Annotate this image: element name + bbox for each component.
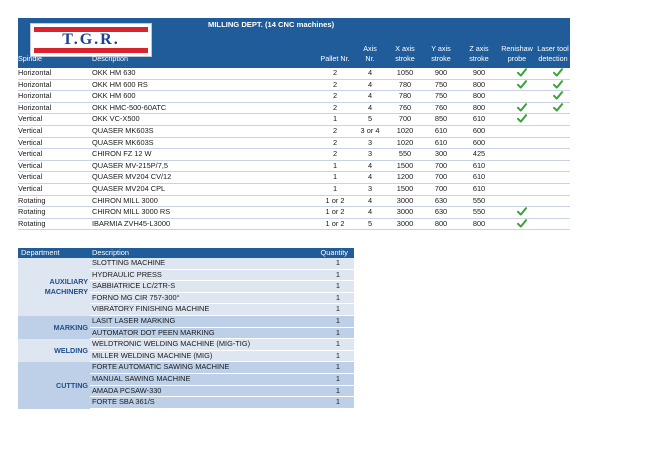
check-icon: [517, 207, 527, 216]
header-axis-line1: Axis: [363, 44, 377, 53]
y-stroke-cell: 800: [434, 218, 448, 228]
axis-cell: 4: [367, 91, 373, 101]
pallet-cell: 1 or 2: [325, 218, 345, 228]
list-item: [90, 339, 354, 351]
x-stroke-cell: 700: [398, 114, 412, 124]
description-cell: QUASER MV204 CV/12: [92, 172, 172, 182]
item-quantity: 1: [335, 327, 340, 337]
item-description: AUTOMATOR DOT PEEN MARKING: [92, 327, 215, 337]
axis-cell: 3: [367, 137, 373, 147]
header-laser-line2: detection: [538, 54, 568, 63]
header-renishaw-probe: [500, 44, 534, 64]
x-stroke-cell: 3000: [396, 207, 414, 217]
item-quantity: 1: [335, 269, 340, 279]
list-item: [90, 304, 354, 316]
check-icon: [517, 103, 527, 112]
description-cell: QUASER MK603S: [92, 125, 154, 135]
header-axis: [354, 44, 386, 64]
header-z-line2: stroke: [469, 54, 489, 63]
axis-cell: 3: [367, 149, 373, 159]
item-quantity: 1: [335, 385, 340, 395]
check-icon: [517, 80, 527, 89]
pallet-cell: 1: [332, 172, 338, 182]
pallet-cell: 1 or 2: [325, 207, 345, 217]
pallet-cell: 2: [332, 102, 338, 112]
x-stroke-cell: 1020: [396, 125, 414, 135]
z-stroke-cell: 610: [472, 160, 486, 170]
list-item: [90, 374, 354, 386]
z-stroke-cell: 600: [472, 125, 486, 135]
axis-cell: 4: [367, 207, 373, 217]
z-stroke-cell: 550: [472, 207, 486, 217]
z-stroke-cell: 600: [472, 137, 486, 147]
list-item: [90, 258, 354, 270]
axis-cell: 5: [367, 218, 373, 228]
header-spindle: Spindle: [18, 54, 42, 63]
item-quantity: 1: [335, 315, 340, 325]
department-group: [18, 362, 354, 408]
item-description: MANUAL SAWING MACHINE: [92, 373, 191, 383]
y-stroke-cell: 760: [434, 102, 448, 112]
header-x-line2: stroke: [395, 54, 415, 63]
x-stroke-cell: 780: [398, 91, 412, 101]
list-item: [90, 386, 354, 398]
departments-table: [18, 248, 354, 409]
check-icon: [553, 80, 563, 89]
table-row: [18, 114, 570, 126]
y-stroke-cell: 900: [434, 68, 448, 77]
spindle-cell: Horizontal: [18, 79, 52, 89]
y-stroke-cell: 750: [434, 79, 448, 89]
y-stroke-cell: 750: [434, 91, 448, 101]
z-stroke-cell: 610: [472, 183, 486, 193]
z-stroke-cell: 800: [472, 218, 486, 228]
description-cell: OKK HM 600 RS: [92, 79, 148, 89]
item-description: FORNO MG CIR 757-300°: [92, 292, 180, 302]
z-stroke-cell: 425: [472, 149, 486, 159]
spindle-cell: Rotating: [18, 195, 46, 205]
list-item: [90, 397, 354, 409]
y-stroke-cell: 610: [434, 137, 448, 147]
item-description: HYDRAULIC PRESS: [92, 269, 162, 279]
x-stroke-cell: 3000: [396, 218, 414, 228]
item-quantity: 1: [335, 350, 340, 360]
check-icon: [517, 114, 527, 123]
list-item: [90, 328, 354, 340]
axis-cell: 4: [367, 195, 373, 205]
item-description: WELDTRONIC WELDING MACHINE (MIG-TIG): [92, 339, 251, 349]
description-cell: QUASER MV-215P/7,5: [92, 160, 168, 170]
list-item: [90, 270, 354, 282]
item-quantity: 1: [335, 362, 340, 372]
table-row: [18, 196, 570, 208]
x-stroke-cell: 1500: [396, 183, 414, 193]
department-label: MARKING: [53, 322, 88, 332]
logo-band-bottom: [34, 48, 148, 53]
description-cell: OKK HM 630: [92, 68, 136, 77]
header-axis-line2: Nr.: [365, 54, 375, 63]
axis-cell: 3 or 4: [360, 125, 380, 135]
description-cell: QUASER MV204 CPL: [92, 183, 166, 193]
table-row: [18, 184, 570, 196]
department-group: [18, 316, 354, 339]
description-cell: OKK VC-X500: [92, 114, 140, 124]
spindle-cell: Vertical: [18, 125, 43, 135]
spindle-cell: Vertical: [18, 137, 43, 147]
table-row: [18, 219, 570, 231]
header-y-line1: Y axis: [431, 44, 451, 53]
description-cell: IBARMIA ZVH45-L3000: [92, 218, 171, 228]
list-item: [90, 351, 354, 363]
machine-rows: [18, 68, 570, 230]
y-stroke-cell: 610: [434, 125, 448, 135]
y-stroke-cell: 700: [434, 160, 448, 170]
item-description: LASIT LASER MARKING: [92, 315, 176, 325]
spindle-cell: Vertical: [18, 149, 43, 159]
item-description: MILLER WELDING MACHINE (MIG): [92, 350, 213, 360]
header-z-line1: Z axis: [469, 44, 489, 53]
header-dept-description: Description: [92, 248, 129, 257]
description-cell: CHIRON MILL 3000: [92, 195, 158, 205]
check-icon: [553, 68, 563, 77]
item-description: FORTE AUTOMATIC SAWING MACHINE: [92, 362, 230, 372]
header-z-stroke: [460, 44, 498, 64]
list-item: [90, 281, 354, 293]
z-stroke-cell: 800: [472, 102, 486, 112]
pallet-cell: 1 or 2: [325, 195, 345, 205]
axis-cell: 5: [367, 114, 373, 124]
milling-machines-table: [18, 18, 570, 230]
spindle-cell: Rotating: [18, 207, 46, 217]
item-description: FORTE SBA 361/S: [92, 397, 155, 407]
y-stroke-cell: 630: [434, 195, 448, 205]
item-description: VIBRATORY FINISHING MACHINE: [92, 304, 210, 314]
list-item: [90, 362, 354, 374]
x-stroke-cell: 1500: [396, 160, 414, 170]
x-stroke-cell: 780: [398, 79, 412, 89]
departments-header: [18, 248, 354, 258]
axis-cell: 4: [367, 172, 373, 182]
item-quantity: 1: [335, 397, 340, 407]
pallet-cell: 1: [332, 183, 338, 193]
header-renishaw-line2: probe: [507, 54, 527, 63]
pallet-cell: 2: [332, 91, 338, 101]
x-stroke-cell: 550: [398, 149, 412, 159]
header-y-stroke: [424, 44, 458, 64]
spindle-cell: Vertical: [18, 114, 43, 124]
z-stroke-cell: 610: [472, 114, 486, 124]
description-cell: OKK HMC-500-60ATC: [92, 102, 167, 112]
item-quantity: 1: [335, 281, 340, 291]
spindle-cell: Vertical: [18, 160, 43, 170]
z-stroke-cell: 550: [472, 195, 486, 205]
check-icon: [517, 219, 527, 228]
header-pallet: Pallet Nr.: [320, 54, 350, 63]
y-stroke-cell: 700: [434, 183, 448, 193]
axis-cell: 4: [367, 68, 373, 77]
pallet-cell: 1: [332, 160, 338, 170]
list-item: [90, 316, 354, 328]
header-x-line1: X axis: [395, 44, 415, 53]
description-cell: CHIRON FZ 12 W: [92, 149, 152, 159]
y-stroke-cell: 850: [434, 114, 448, 124]
check-icon: [553, 103, 563, 112]
page-title: MILLING DEPT. (14 CNC machines): [208, 20, 335, 29]
spindle-cell: Horizontal: [18, 68, 52, 77]
table-row: [18, 68, 570, 80]
item-description: SABBIATRICE LC/2TR-S: [92, 281, 176, 291]
logo-text: T.G.R.: [62, 31, 120, 48]
y-stroke-cell: 630: [434, 207, 448, 217]
department-groups: [18, 258, 354, 409]
spindle-cell: Horizontal: [18, 102, 52, 112]
item-quantity: 1: [335, 258, 340, 267]
table-row: [18, 138, 570, 150]
spindle-cell: Vertical: [18, 172, 43, 182]
item-quantity: 1: [335, 339, 340, 349]
table-row: [18, 91, 570, 103]
pallet-cell: 1: [332, 114, 338, 124]
department-label: AUXILIARY MACHINERY: [44, 276, 88, 296]
table-row: [18, 126, 570, 138]
y-stroke-cell: 300: [434, 149, 448, 159]
table-row: [18, 149, 570, 161]
header-x-stroke: [388, 44, 422, 64]
item-quantity: 1: [335, 292, 340, 302]
item-quantity: 1: [335, 304, 340, 314]
department-group: [18, 339, 354, 362]
axis-cell: 3: [367, 183, 373, 193]
check-icon: [517, 68, 527, 77]
table-row: [18, 80, 570, 92]
header-laser-tool-detection: [536, 44, 570, 64]
list-item: [90, 293, 354, 305]
z-stroke-cell: 800: [472, 91, 486, 101]
x-stroke-cell: 1200: [396, 172, 414, 182]
description-cell: CHIRON MILL 3000 RS: [92, 207, 171, 217]
check-icon: [553, 91, 563, 100]
table-row: [18, 172, 570, 184]
spindle-cell: Vertical: [18, 183, 43, 193]
item-description: SLOTTING MACHINE: [92, 258, 166, 267]
description-cell: OKK HM 600: [92, 91, 136, 101]
z-stroke-cell: 900: [472, 68, 486, 77]
item-quantity: 1: [335, 373, 340, 383]
z-stroke-cell: 610: [472, 172, 486, 182]
x-stroke-cell: 760: [398, 102, 412, 112]
axis-cell: 4: [367, 79, 373, 89]
table-row: [18, 161, 570, 173]
pallet-cell: 2: [332, 137, 338, 147]
table-row: [18, 103, 570, 115]
pallet-cell: 2: [332, 125, 338, 135]
pallet-cell: 2: [332, 68, 338, 77]
item-description: AMADA PCSAW-330: [92, 385, 162, 395]
axis-cell: 4: [367, 160, 373, 170]
axis-cell: 4: [367, 102, 373, 112]
header-renishaw-line1: Renishaw: [501, 44, 533, 53]
department-label: CUTTING: [56, 380, 88, 390]
header-laser-line1: Laser tool: [537, 44, 569, 53]
spindle-cell: Horizontal: [18, 91, 52, 101]
z-stroke-cell: 800: [472, 79, 486, 89]
description-cell: QUASER MK603S: [92, 137, 154, 147]
department-group: [18, 258, 354, 316]
x-stroke-cell: 3000: [396, 195, 414, 205]
table-header: [18, 18, 570, 68]
pallet-cell: 2: [332, 149, 338, 159]
table-row: [18, 207, 570, 219]
y-stroke-cell: 700: [434, 172, 448, 182]
x-stroke-cell: 1020: [396, 137, 414, 147]
header-department: Department: [21, 248, 60, 257]
pallet-cell: 2: [332, 79, 338, 89]
header-description: Description: [92, 54, 128, 63]
x-stroke-cell: 1050: [396, 68, 414, 77]
spindle-cell: Rotating: [18, 218, 46, 228]
header-quantity: Quantity: [320, 248, 348, 257]
tgr-logo: [30, 23, 152, 57]
department-label: WELDING: [54, 345, 88, 355]
header-y-line2: stroke: [431, 54, 451, 63]
